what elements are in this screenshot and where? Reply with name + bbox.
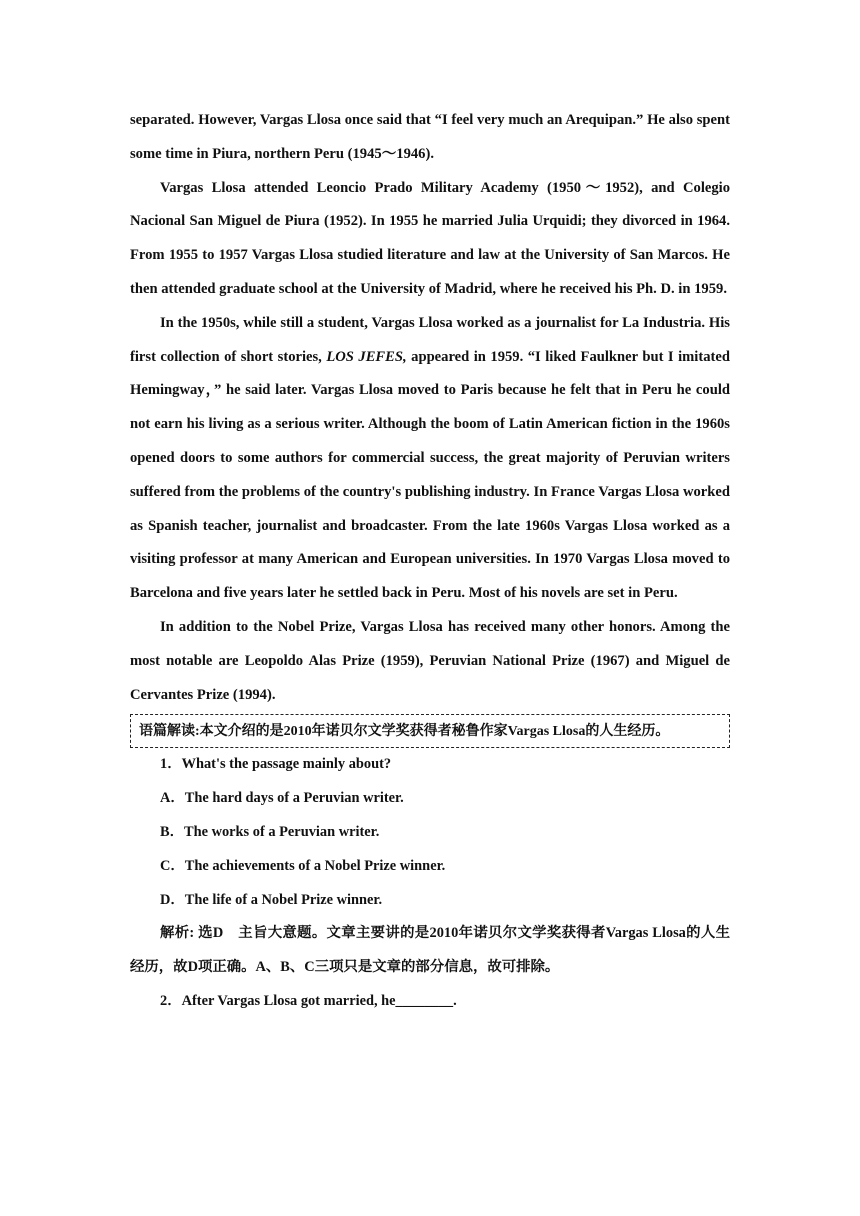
paragraph-3-part-a: In the 1950s, while still a student, Vargas Llosa worked as a journalist for La Industria. His first collection of short stories,	[130, 314, 730, 365]
question-1-stem: 1．What's the passage mainly about?	[160, 756, 392, 773]
book-title: LOS JEFES,	[326, 348, 407, 365]
summary-box	[130, 714, 730, 748]
paragraph-1: separated. However, Vargas Llosa once said that “I feel very much an Arequipan.” He also spent some time in Piura, northern Peru (1945～1946).	[130, 112, 730, 162]
question-2-stem: 2．After Vargas Llosa got married, he________.	[160, 992, 457, 1009]
analysis-label: 解析:	[160, 925, 195, 942]
question-1-option-d: D．The life of a Nobel Prize winner.	[160, 891, 383, 908]
paragraph-3-part-b: appeared in 1959. “I liked Faulkner but I imitated Hemingway，” he said later. Vargas Llosa moved to Paris because he felt that in Peru he could not earn his living as a serious writer. Although the boom of Latin American fiction in the 1960s opened doors to some authors for commercial success, the great majority of Peruvian writers suffered from the problems of the country's publishing industry. In France Vargas Llosa worked as Spanish teacher, journalist and broadcaster. From the late 1960s Vargas Llosa worked as a visiting professor at many American and European universities. In 1970 Vargas Llosa moved to Barcelona and five years later he settled back in Peru. Most of his novels are set in Peru.	[130, 348, 730, 602]
analysis-1	[130, 917, 730, 985]
question-1-option-b: B．The works of a Peruvian writer.	[160, 823, 380, 840]
question-1-option-a: A．The hard days of a Peruvian writer.	[160, 790, 404, 807]
question-1-option-c: C．The achievements of a Nobel Prize winner.	[160, 857, 446, 874]
analysis-text: 选D 主旨大意题。文章主要讲的是2010年诺贝尔文学奖获得者Vargas Llosa的人生经历，故D项正确。A、B、C三项只是文章的部分信息，故可排除。	[130, 925, 730, 976]
document-page	[130, 104, 730, 1019]
summary-label: 语篇解读:	[139, 724, 200, 740]
paragraph-2: Vargas Llosa attended Leoncio Prado Military Academy (1950～1952), and Colegio Nacional San Miguel de Piura (1952). In 1955 he married Julia Urquidi; they divorced in 1964. From 1955 to 1957 Vargas Llosa studied literature and law at the University of San Marcos. He then attended graduate school at the University of Madrid, where he received his Ph. D. in 1959.	[130, 179, 730, 297]
paragraph-4: In addition to the Nobel Prize, Vargas Llosa has received many other honors. Among the most notable are Leopoldo Alas Prize (1959), Peruvian National Prize (1967) and Miguel de Cervantes Prize (1994).	[130, 618, 730, 703]
paragraph-3	[130, 307, 730, 611]
summary-text: 本文介绍的是2010年诺贝尔文学奖获得者秘鲁作家Vargas Llosa的人生经历。	[199, 724, 670, 740]
